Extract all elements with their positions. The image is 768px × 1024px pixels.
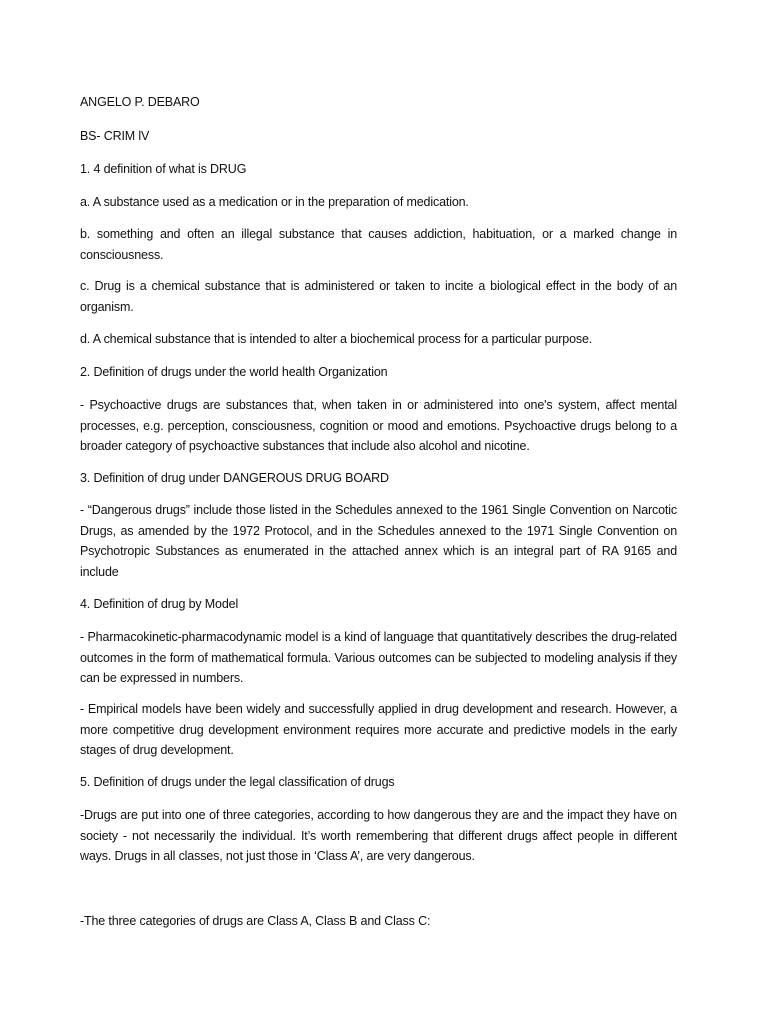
definition-a: a. A substance used as a medication or in the preparation of medication.: [80, 195, 469, 209]
section-4-heading: 4. Definition of drug by Model: [80, 597, 239, 611]
drug-categories-intro: -The three categories of drugs are Class A, Class B and Class C:: [80, 914, 431, 928]
definition-c: c. Drug is a chemical substance that is administered or taken to incite a biological effect in the body of an organism.: [80, 279, 677, 314]
section-1-heading: 1. 4 definition of what is DRUG: [80, 162, 247, 176]
author-name: ANGELO P. DEBARO: [80, 95, 200, 109]
course-label: BS- CRIM lV: [80, 129, 150, 143]
legal-classification-definition: -Drugs are put into one of three categories, according to how dangerous they are and the impact they have on society - not necessarily the individual. It’s worth remembering that different drugs affect people in different ways. Drugs in all classes, not just those in ‘Class A’, are very dangerous.: [80, 808, 677, 863]
empirical-model-definition: - Empirical models have been widely and successfully applied in drug development and research. However, a more competitive drug development environment requires more accurate and predictive models in the early stages of drug development.: [80, 702, 677, 757]
section-5-heading: 5. Definition of drugs under the legal classification of drugs: [80, 775, 395, 789]
ddb-definition: - “Dangerous drugs” include those listed in the Schedules annexed to the 1961 Single Convention on Narcotic Drugs, as amended by the 1972 Protocol, and in the Schedules annexed to the 1971 Single Convention on Psychotropic Substances as enumerated in the attached annex which is an integral part of RA 9165 and include: [80, 503, 677, 579]
who-definition: - Psychoactive drugs are substances that, when taken in or administered into one's system, affect mental processes, e.g. perception, consciousness, cognition or mood and emotions. Psychoactive drugs belong to a broader category of psychoactive substances that include also alcohol and nicotine.: [80, 398, 677, 453]
definition-b: b. something and often an illegal substance that causes addiction, habituation, or a marked change in consciousness.: [80, 227, 677, 262]
section-2-heading: 2. Definition of drugs under the world health Organization: [80, 365, 388, 379]
pk-pd-model-definition: - Pharmacokinetic-pharmacodynamic model is a kind of language that quantitatively describes the drug-related outcomes in the form of mathematical formula. Various outcomes can be subjected to modeling analysis if they can be expressed in numbers.: [80, 630, 677, 685]
section-3-heading: 3. Definition of drug under DANGEROUS DRUG BOARD: [80, 471, 389, 485]
definition-d: d. A chemical substance that is intended to alter a biochemical process for a particular purpose.: [80, 332, 593, 346]
